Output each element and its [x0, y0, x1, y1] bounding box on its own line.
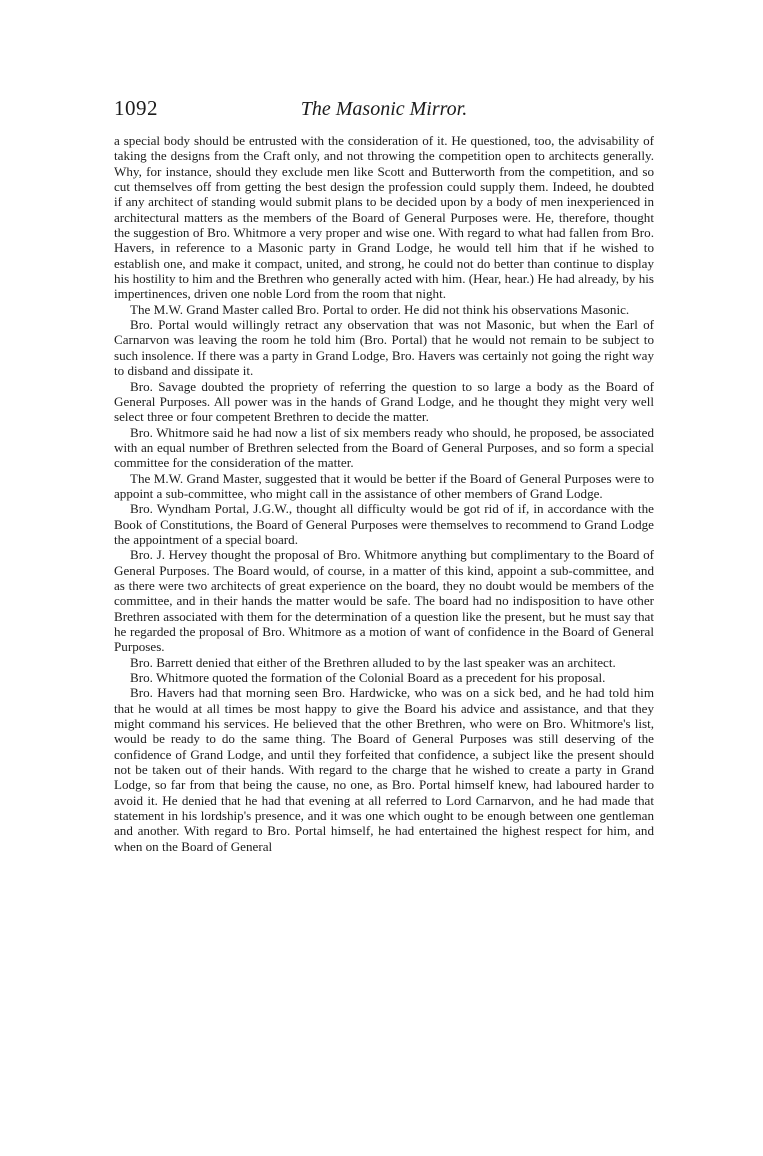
paragraph: Bro. Portal would willingly retract any observation that was not Masonic, but when the Earl of Carnarvon was leaving the room he told him (Bro. Portal) that he would not remain to be subject to such insolence. If there was a party in Grand Lodge, Bro. Havers was certainly not going the right way to disband and dissipate it. — [114, 317, 654, 379]
paragraph: Bro. Wyndham Portal, J.G.W., thought all difficulty would be got rid of if, in accordance with the Book of Constitutions, the Board of General Purposes were themselves to recommend to Grand Lodge the appointment of a special board. — [114, 501, 654, 547]
paragraph: Bro. Havers had that morning seen Bro. Hardwicke, who was on a sick bed, and he had told him that he would at all times be most happy to give the Board his advice and assistance, and that they might command his services. He believed that the other Brethren, who were on Bro. Whitmore's list, would be ready to do the same thing. The Board of General Purposes was still deserving of the confidence of Grand Lodge, and until they forfeited that confidence, a subject like the present should not be taken out of their hands. With regard to the charge that he wished to create a party in Grand Lodge, so far from that being the cause, no one, as Bro. Portal himself knew, had laboured harder to avoid it. He denied that he had that evening at all referred to Lord Carnarvon, and he had made that statement in his lordship's presence, and it was one which ought to be enough between one gentleman and another. With regard to Bro. Portal himself, he had entertained the highest respect for him, and when on the Board of General — [114, 685, 654, 854]
body-text — [114, 133, 654, 854]
paragraph: Bro. Whitmore quoted the formation of the Colonial Board as a precedent for his proposal. — [130, 670, 606, 686]
paragraph: Bro. Savage doubted the propriety of referring the question to so large a body as the Board of General Purposes. All power was in the hands of Grand Lodge, and he thought they might very well select three or four competent Brethren to decide the matter. — [114, 378, 654, 425]
paragraph: Bro. J. Hervey thought the proposal of Bro. Whitmore anything but complimentary to the Board of General Purposes. The Board would, of course, in a matter of this kind, appoint a sub-committee, and as there were two architects of great experience on the board, they no doubt would be members of the committee, and in their hands the matter would be safe. The board had no indisposition to have other Brethren associated with them for the determination of a question like the present, but he must say that he regarded the proposal of Bro. Whitmore as a motion of want of confidence in the Board of General Purposes. — [114, 547, 654, 655]
paragraph: The M.W. Grand Master called Bro. Portal to order. He did not think his observations Masonic. — [130, 301, 630, 317]
paragraph: Bro. Whitmore said he had now a list of six members ready who should, he proposed, be associated with an equal number of Brethren selected from the Board of General Purposes, and so form a special committee for the consideration of the matter. — [114, 424, 654, 471]
paragraph: Bro. Barrett denied that either of the Brethren alluded to by the last speaker was an architect. — [130, 654, 616, 670]
paragraph: a special body should be entrusted with the consideration of it. He questioned, too, the advisability of taking the designs from the Craft only, and not throwing the competition open to architects generally. Why, for instance, should they exclude men like Scott and Butterworth from the competition, and so cut themselves off from getting the best design the profession could supply them. Indeed, he doubted if any architect of standing would submit plans to be decided upon by a body of men inexperienced in architectural matters as the members of the Board of General Purposes were. He, therefore, thought the suggestion of Bro. Whitmore a very proper and wise one. With regard to what had fallen from Bro. Havers, in reference to a Masonic party in Grand Lodge, he would tell him that if he wished to establish one, and make it compact, united, and strong, he could not do better than continue to display his hostility to him and the Brethren who generally acted with him. (Hear, hear.) He had already, by his impertinences, driven one noble Lord from the room that night. — [114, 133, 654, 302]
page-header — [114, 96, 654, 126]
running-title: The Masonic Mirror. — [300, 98, 468, 120]
paragraph: The M.W. Grand Master, suggested that it would be better if the Board of General Purposes were to appoint a sub-committee, who might call in the assistance of other members of Grand Lodge. — [114, 470, 654, 501]
page-number: 1092 — [114, 96, 158, 120]
